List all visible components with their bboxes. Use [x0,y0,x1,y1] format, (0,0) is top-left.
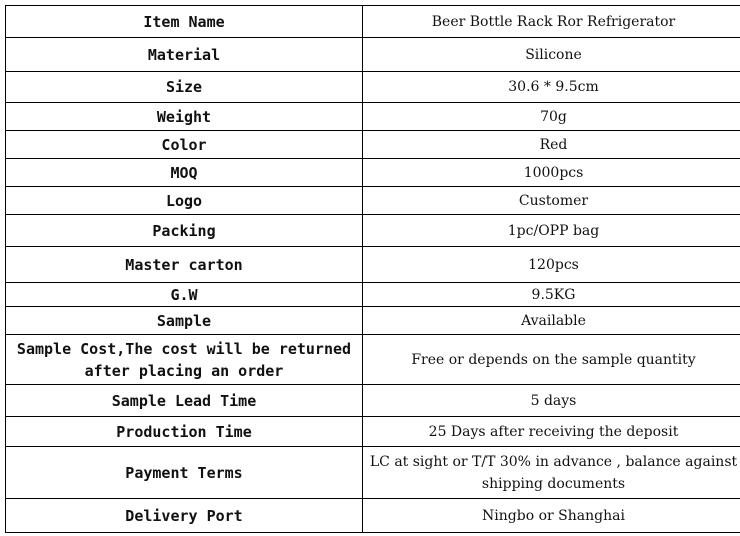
table-row [6,307,740,335]
spec-value: 5 days [363,385,740,417]
spec-value: Ningbo or Shanghai [363,499,740,533]
spec-label: Delivery Port [6,499,363,533]
spec-label: Master carton [6,247,363,283]
spec-value: Beer Bottle Rack Ror Refrigerator [363,6,740,38]
spec-label: Color [6,131,363,159]
table-row [6,335,740,385]
table-row [6,187,740,215]
spec-label: Sample Lead Time [6,385,363,417]
spec-value: 9.5KG [363,283,740,307]
table-row [6,499,740,533]
table-row [6,247,740,283]
product-spec-table [5,5,740,533]
spec-label: Payment Terms [6,447,363,499]
spec-value: 30.6 * 9.5cm [363,72,740,103]
table-row [6,131,740,159]
spec-value: Available [363,307,740,335]
spec-value: 25 Days after receiving the deposit [363,417,740,447]
spec-label: Weight [6,103,363,131]
table-row [6,38,740,72]
spec-label: G.W [6,283,363,307]
spec-value: Red [363,131,740,159]
spec-label: Sample Cost,The cost will be returned after placing an order [6,335,363,385]
table-row [6,103,740,131]
spec-label: Production Time [6,417,363,447]
spec-label: Item Name [6,6,363,38]
table-row [6,447,740,499]
table-row [6,283,740,307]
spec-value: Silicone [363,38,740,72]
spec-value: 1000pcs [363,159,740,187]
spec-value: Free or depends on the sample quantity [363,335,740,385]
spec-label: Logo [6,187,363,215]
table-row [6,417,740,447]
spec-value: LC at sight or T/T 30% in advance , balance against shipping documents [363,447,740,499]
table-row [6,72,740,103]
table-row [6,6,740,38]
spec-label: Size [6,72,363,103]
table-row [6,215,740,247]
spec-label: Packing [6,215,363,247]
spec-label: Sample [6,307,363,335]
table-row [6,159,740,187]
spec-value: 120pcs [363,247,740,283]
spec-label: Material [6,38,363,72]
spec-label: MOQ [6,159,363,187]
spec-value: Customer [363,187,740,215]
spec-value: 1pc/OPP bag [363,215,740,247]
spec-value: 70g [363,103,740,131]
spec-table-body [6,6,740,533]
table-row [6,385,740,417]
